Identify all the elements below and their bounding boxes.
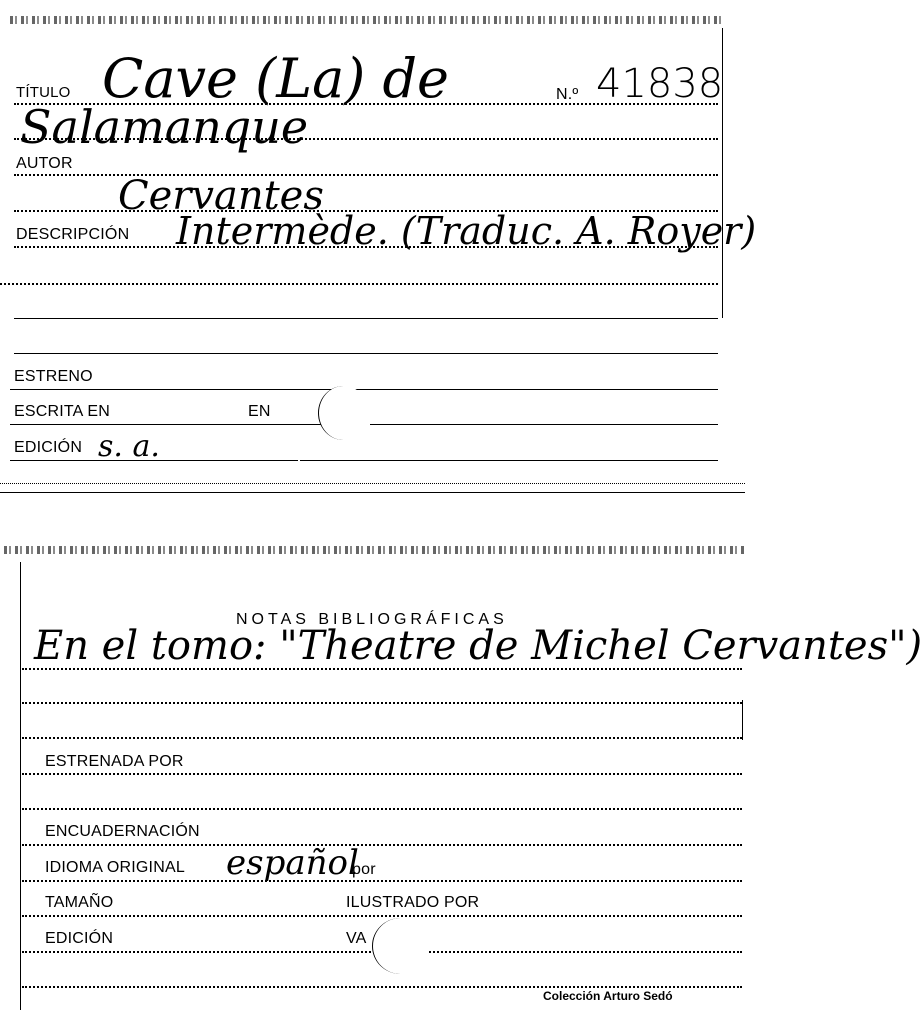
numero-value: 41838	[596, 61, 724, 107]
notas-value: En el tomo: "Theatre de Michel Cervantes")	[34, 623, 922, 669]
back-card-left-border	[20, 562, 21, 1010]
escrita-en-label: ESCRITA EN	[14, 403, 110, 420]
front-blank-rule-2	[14, 318, 718, 319]
back-card-right-border	[742, 700, 743, 740]
back-punch-hole	[372, 918, 429, 974]
descripcion-rule	[14, 246, 718, 248]
edicion-label-front: EDICIÓN	[14, 439, 83, 456]
numero-label: N.º	[556, 86, 579, 103]
front-blank-rule-3	[14, 353, 718, 354]
back-bottom-rule	[22, 986, 742, 988]
front-punch-hole	[318, 386, 369, 440]
top-torn-edge	[10, 16, 725, 24]
por-label: por	[352, 861, 376, 878]
titulo-line2-rule	[14, 138, 718, 140]
notas-rule-2	[22, 702, 742, 704]
descripcion-label: DESCRIPCIÓN	[16, 226, 130, 243]
notas-rule-3	[22, 737, 742, 739]
idioma-rule	[22, 880, 742, 882]
titulo-label: TÍTULO	[16, 84, 71, 101]
estrenada-por-label: ESTRENADA POR	[45, 753, 184, 770]
encuadernacion-rule	[22, 844, 742, 846]
escrita-rule-right	[370, 424, 718, 425]
encuadernacion-label: ENCUADERNACIÓN	[45, 823, 200, 840]
idioma-original-label: IDIOMA ORIGINAL	[45, 859, 185, 876]
descripcion-value: Intermède. (Traduc. A. Royer)	[176, 209, 757, 253]
front-bottom-edge	[0, 483, 745, 484]
back-blank-rule	[22, 808, 742, 810]
edicion-rule-right	[300, 460, 718, 461]
back-torn-edge	[4, 546, 744, 554]
tamano-label: TAMAÑO	[45, 894, 114, 911]
front-blank-rule-1	[0, 283, 718, 285]
edicion-rule-left	[10, 460, 298, 461]
notas-title: NOTAS BIBLIOGRÁFICAS	[236, 611, 508, 628]
estreno-rule	[10, 389, 718, 390]
autor-value: Cervantes	[118, 173, 324, 219]
idioma-original-value: español	[226, 843, 359, 883]
notas-rule-1	[22, 668, 742, 670]
ilustrado-por-label: ILUSTRADO POR	[346, 894, 480, 911]
edicion-value-front: s. a.	[98, 429, 160, 464]
en-label: EN	[248, 403, 271, 420]
escrita-rule-left	[10, 424, 330, 425]
titulo-value-line2: Salamanque	[20, 100, 309, 154]
va-label: VA	[346, 930, 367, 947]
collection-imprint: Colección Arturo Sedó	[543, 989, 673, 1003]
card-separator	[0, 492, 745, 493]
estrenada-rule	[22, 773, 742, 775]
edicion-label-back: EDICIÓN	[45, 930, 114, 947]
titulo-value-line1: Cave (La) de	[102, 47, 450, 110]
estreno-label: ESTRENO	[14, 368, 93, 385]
tamano-rule	[22, 915, 742, 917]
autor-label: AUTOR	[16, 155, 73, 172]
